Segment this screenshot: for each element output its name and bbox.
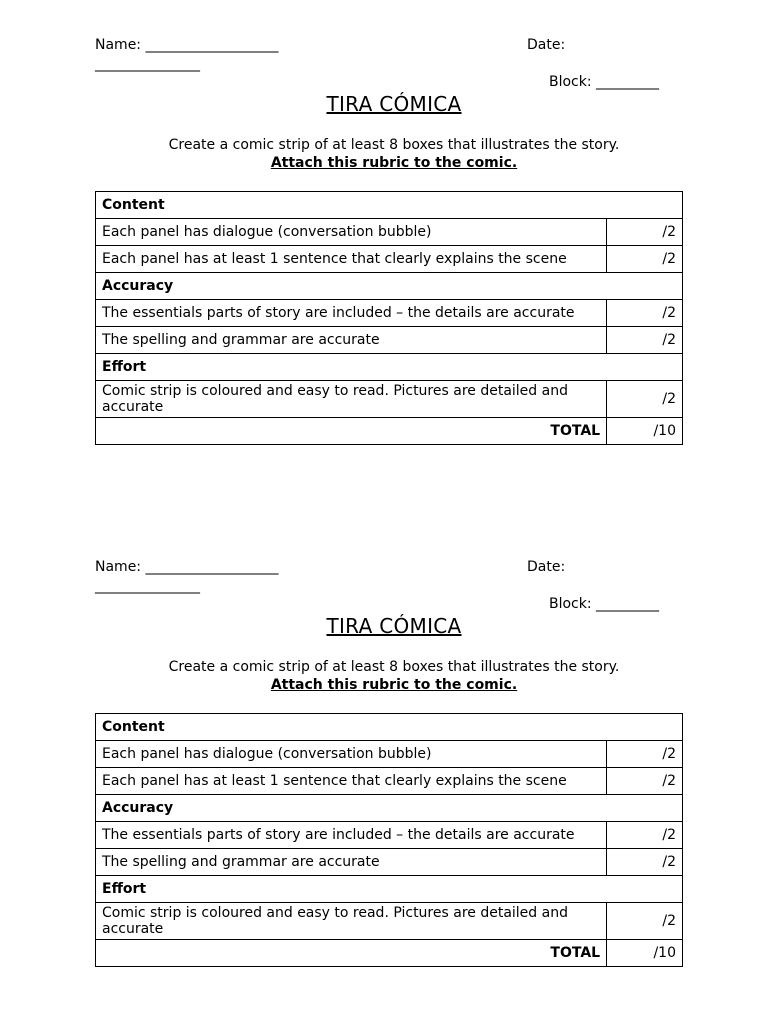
criterion-text: Comic strip is coloured and easy to read. Pictures are detailed and accurate xyxy=(96,381,607,418)
section-label: Effort xyxy=(96,354,683,381)
rubric-sheet-top xyxy=(0,0,768,439)
rubric-row xyxy=(96,768,683,795)
criterion-score: /2 xyxy=(607,849,683,876)
date-field-label: Date: xyxy=(527,37,566,53)
attach-note: Attach this rubric to the comic. xyxy=(270,677,518,693)
rubric-row xyxy=(96,849,683,876)
rubric-table xyxy=(95,713,683,967)
criterion-score: /2 xyxy=(607,768,683,795)
criterion-score: /2 xyxy=(607,219,683,246)
total-label: TOTAL xyxy=(96,418,607,445)
date-field-label: Date: xyxy=(527,559,566,575)
rubric-row xyxy=(96,741,683,768)
criterion-text: The essentials parts of story are included – the details are accurate xyxy=(96,822,607,849)
rubric-row xyxy=(96,327,683,354)
criterion-score: /2 xyxy=(607,822,683,849)
section-label: Effort xyxy=(96,876,683,903)
instructions-text: Create a comic strip of at least 8 boxes that illustrates the story. xyxy=(168,137,620,153)
total-row xyxy=(96,418,683,445)
rubric-row xyxy=(96,300,683,327)
section-label: Content xyxy=(96,714,683,741)
criterion-score: /2 xyxy=(607,246,683,273)
date-blank-line: _______________ xyxy=(95,56,200,72)
criterion-score: /2 xyxy=(607,741,683,768)
criterion-score: /2 xyxy=(607,903,683,940)
criterion-text: Each panel has at least 1 sentence that clearly explains the scene xyxy=(96,246,607,273)
section-row-content xyxy=(96,192,683,219)
rubric-row xyxy=(96,381,683,418)
criterion-text: Each panel has at least 1 sentence that clearly explains the scene xyxy=(96,768,607,795)
rubric-row xyxy=(96,822,683,849)
page-title: TIRA CÓMICA xyxy=(326,92,462,116)
section-row-accuracy xyxy=(96,273,683,300)
date-blank-line: _______________ xyxy=(95,578,200,594)
instructions xyxy=(0,136,768,172)
name-field-label: Name: ___________________ xyxy=(95,559,279,575)
instructions xyxy=(0,658,768,694)
rubric-row xyxy=(96,219,683,246)
section-row-accuracy xyxy=(96,795,683,822)
total-score: /10 xyxy=(607,418,683,445)
rubric-sheet-bottom xyxy=(0,522,768,961)
section-row-content xyxy=(96,714,683,741)
total-row xyxy=(96,940,683,967)
rubric-table xyxy=(95,191,683,445)
criterion-text: The spelling and grammar are accurate xyxy=(96,849,607,876)
attach-note: Attach this rubric to the comic. xyxy=(270,155,518,171)
criterion-score: /2 xyxy=(607,327,683,354)
criterion-text: Each panel has dialogue (conversation bubble) xyxy=(96,219,607,246)
section-label: Content xyxy=(96,192,683,219)
section-row-effort xyxy=(96,876,683,903)
criterion-score: /2 xyxy=(607,300,683,327)
section-row-effort xyxy=(96,354,683,381)
page-title: TIRA CÓMICA xyxy=(326,614,462,638)
section-label: Accuracy xyxy=(96,795,683,822)
criterion-score: /2 xyxy=(607,381,683,418)
rubric-row xyxy=(96,246,683,273)
criterion-text: The spelling and grammar are accurate xyxy=(96,327,607,354)
block-field-label: Block: _________ xyxy=(549,596,660,612)
block-field-label: Block: _________ xyxy=(549,74,660,90)
criterion-text: Comic strip is coloured and easy to read. Pictures are detailed and accurate xyxy=(96,903,607,940)
total-label: TOTAL xyxy=(96,940,607,967)
rubric-row xyxy=(96,903,683,940)
total-score: /10 xyxy=(607,940,683,967)
criterion-text: The essentials parts of story are included – the details are accurate xyxy=(96,300,607,327)
name-field-label: Name: ___________________ xyxy=(95,37,279,53)
section-label: Accuracy xyxy=(96,273,683,300)
criterion-text: Each panel has dialogue (conversation bubble) xyxy=(96,741,607,768)
instructions-text: Create a comic strip of at least 8 boxes that illustrates the story. xyxy=(168,659,620,675)
